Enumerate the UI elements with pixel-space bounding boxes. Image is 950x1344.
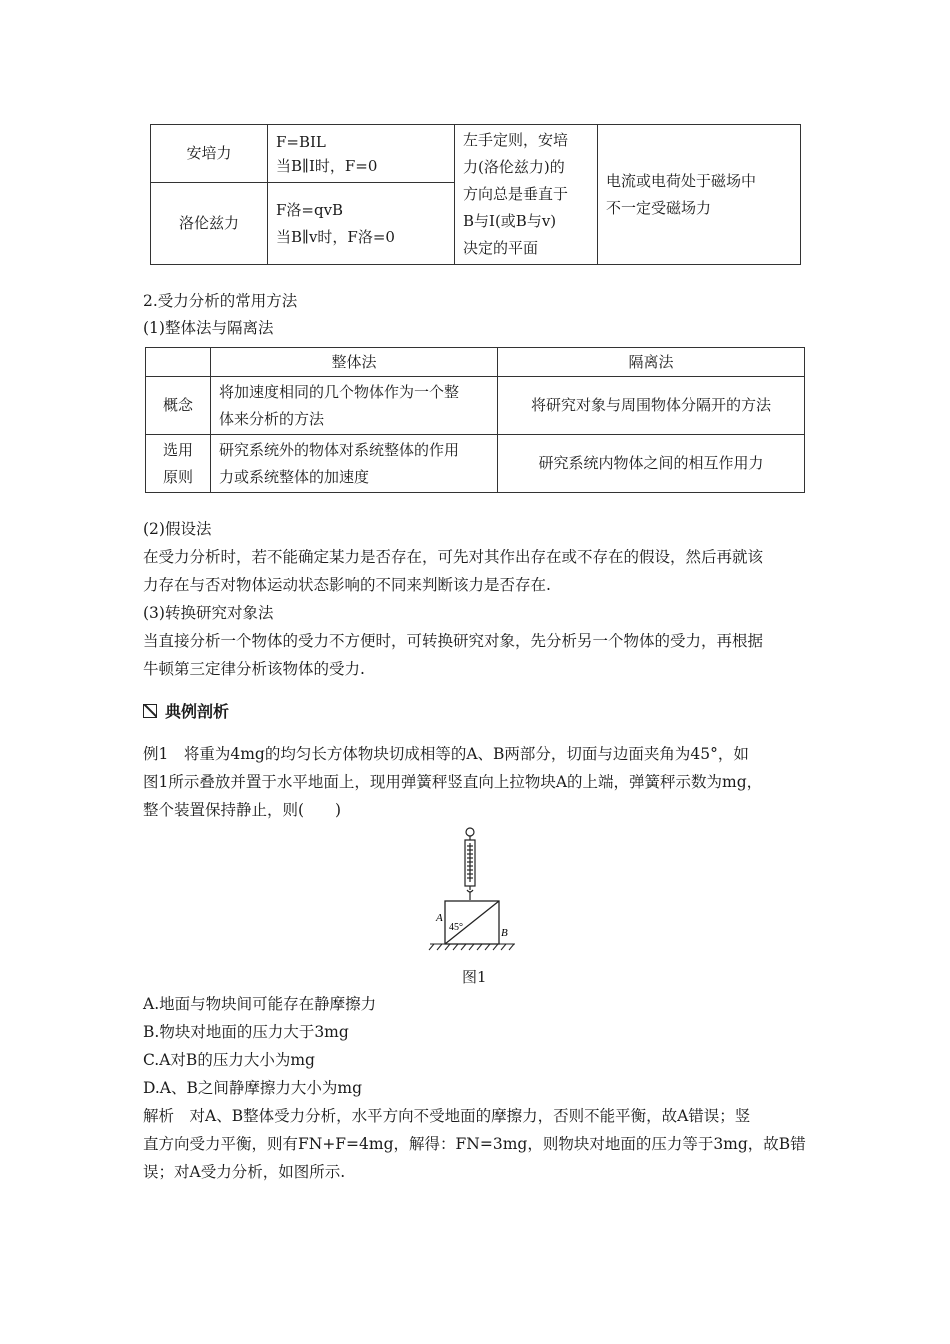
spring-scale-icon	[465, 828, 475, 900]
concept-whole: 将加速度相同的几个物体作为一个整 体来分析的方法	[211, 377, 498, 435]
example-line-3: 整个装置保持静止，则( )	[143, 801, 342, 819]
label-b: B	[501, 927, 508, 939]
section-heading: 典例剖析	[143, 698, 229, 726]
label-a: A	[436, 912, 443, 924]
subsection-2-text-2: 力存在与否对物体运动状态影响的不同来判断该力是否存在.	[143, 576, 551, 594]
principle-label: 选用 原则	[146, 435, 211, 493]
lorentz-force-name: 洛伦兹力	[151, 183, 268, 265]
subsection-2-text-1: 在受力分析时，若不能确定某力是否存在，可先对其作出存在或不存在的假设，然后再就该	[143, 548, 764, 566]
direction-rule: 左手定则，安培 力(洛伦兹力)的 方向总是垂直于 B与I(或B与v) 决定的平面	[455, 125, 598, 265]
label-angle: 45°	[449, 922, 463, 933]
subsection-3-text-2: 牛顿第三定律分析该物体的受力.	[143, 660, 365, 678]
header-whole: 整体法	[211, 348, 498, 377]
example-line-1: 例1 将重为4mg的均匀长方体物块切成相等的A、B两部分，切面与边面夹角为45°，如	[143, 745, 749, 763]
header-empty	[146, 348, 211, 377]
option-c: C.A对B的压力大小为mg	[143, 1051, 315, 1069]
header-isolate: 隔离法	[498, 348, 805, 377]
analysis-line-2: 直方向受力平衡，则有FN+F=4mg，解得：FN=3mg，则物块对地面的压力等于3mg，故B错	[143, 1135, 806, 1153]
principle-isolate: 研究系统内物体之间的相互作用力	[498, 435, 805, 493]
option-a: A.地面与物块间可能存在静摩擦力	[143, 995, 377, 1013]
analysis-line-3: 误；对A受力分析，如图所示.	[143, 1163, 346, 1181]
figure-spring-scale-blocks	[420, 826, 530, 958]
ampere-force-formula: F=BIL 当B∥I时，F=0	[268, 125, 455, 183]
subsection-3-text-1: 当直接分析一个物体的受力不方便时，可转换研究对象，先分析另一个物体的受力，再根据	[143, 632, 764, 650]
magnetic-force-note: 电流或电荷处于磁场中 不一定受磁场力	[598, 125, 801, 265]
method-table	[145, 347, 805, 493]
figure-caption: 图1	[462, 968, 487, 986]
ampere-force-name: 安培力	[151, 125, 268, 183]
concept-label: 概念	[146, 377, 211, 435]
subsection-2-title: (2)假设法	[143, 520, 212, 538]
section-marker-icon	[143, 704, 157, 718]
example-line-2: 图1所示叠放并置于水平地面上，现用弹簧秤竖直向上拉物块A的上端，弹簧秤示数为mg，	[143, 773, 763, 791]
subsection-1-title: (1)整体法与隔离法	[143, 319, 274, 337]
option-b: B.物块对地面的压力大于3mg	[143, 1023, 349, 1041]
principle-whole: 研究系统外的物体对系统整体的作用 力或系统整体的加速度	[211, 435, 498, 493]
lorentz-force-formula: F洛=qvB 当B∥v时，F洛=0	[268, 183, 455, 265]
section-2-title: 2.受力分析的常用方法	[143, 292, 298, 310]
subsection-3-title: (3)转换研究对象法	[143, 604, 274, 622]
analysis-line-1: 解析 对A、B整体受力分析，水平方向不受地面的摩擦力，否则不能平衡，故A错误；竖	[143, 1107, 751, 1125]
force-table	[150, 124, 801, 265]
option-d: D.A、B之间静摩擦力大小为mg	[143, 1079, 363, 1097]
concept-isolate: 将研究对象与周围物体分隔开的方法	[498, 377, 805, 435]
ground-hatch	[429, 944, 515, 950]
